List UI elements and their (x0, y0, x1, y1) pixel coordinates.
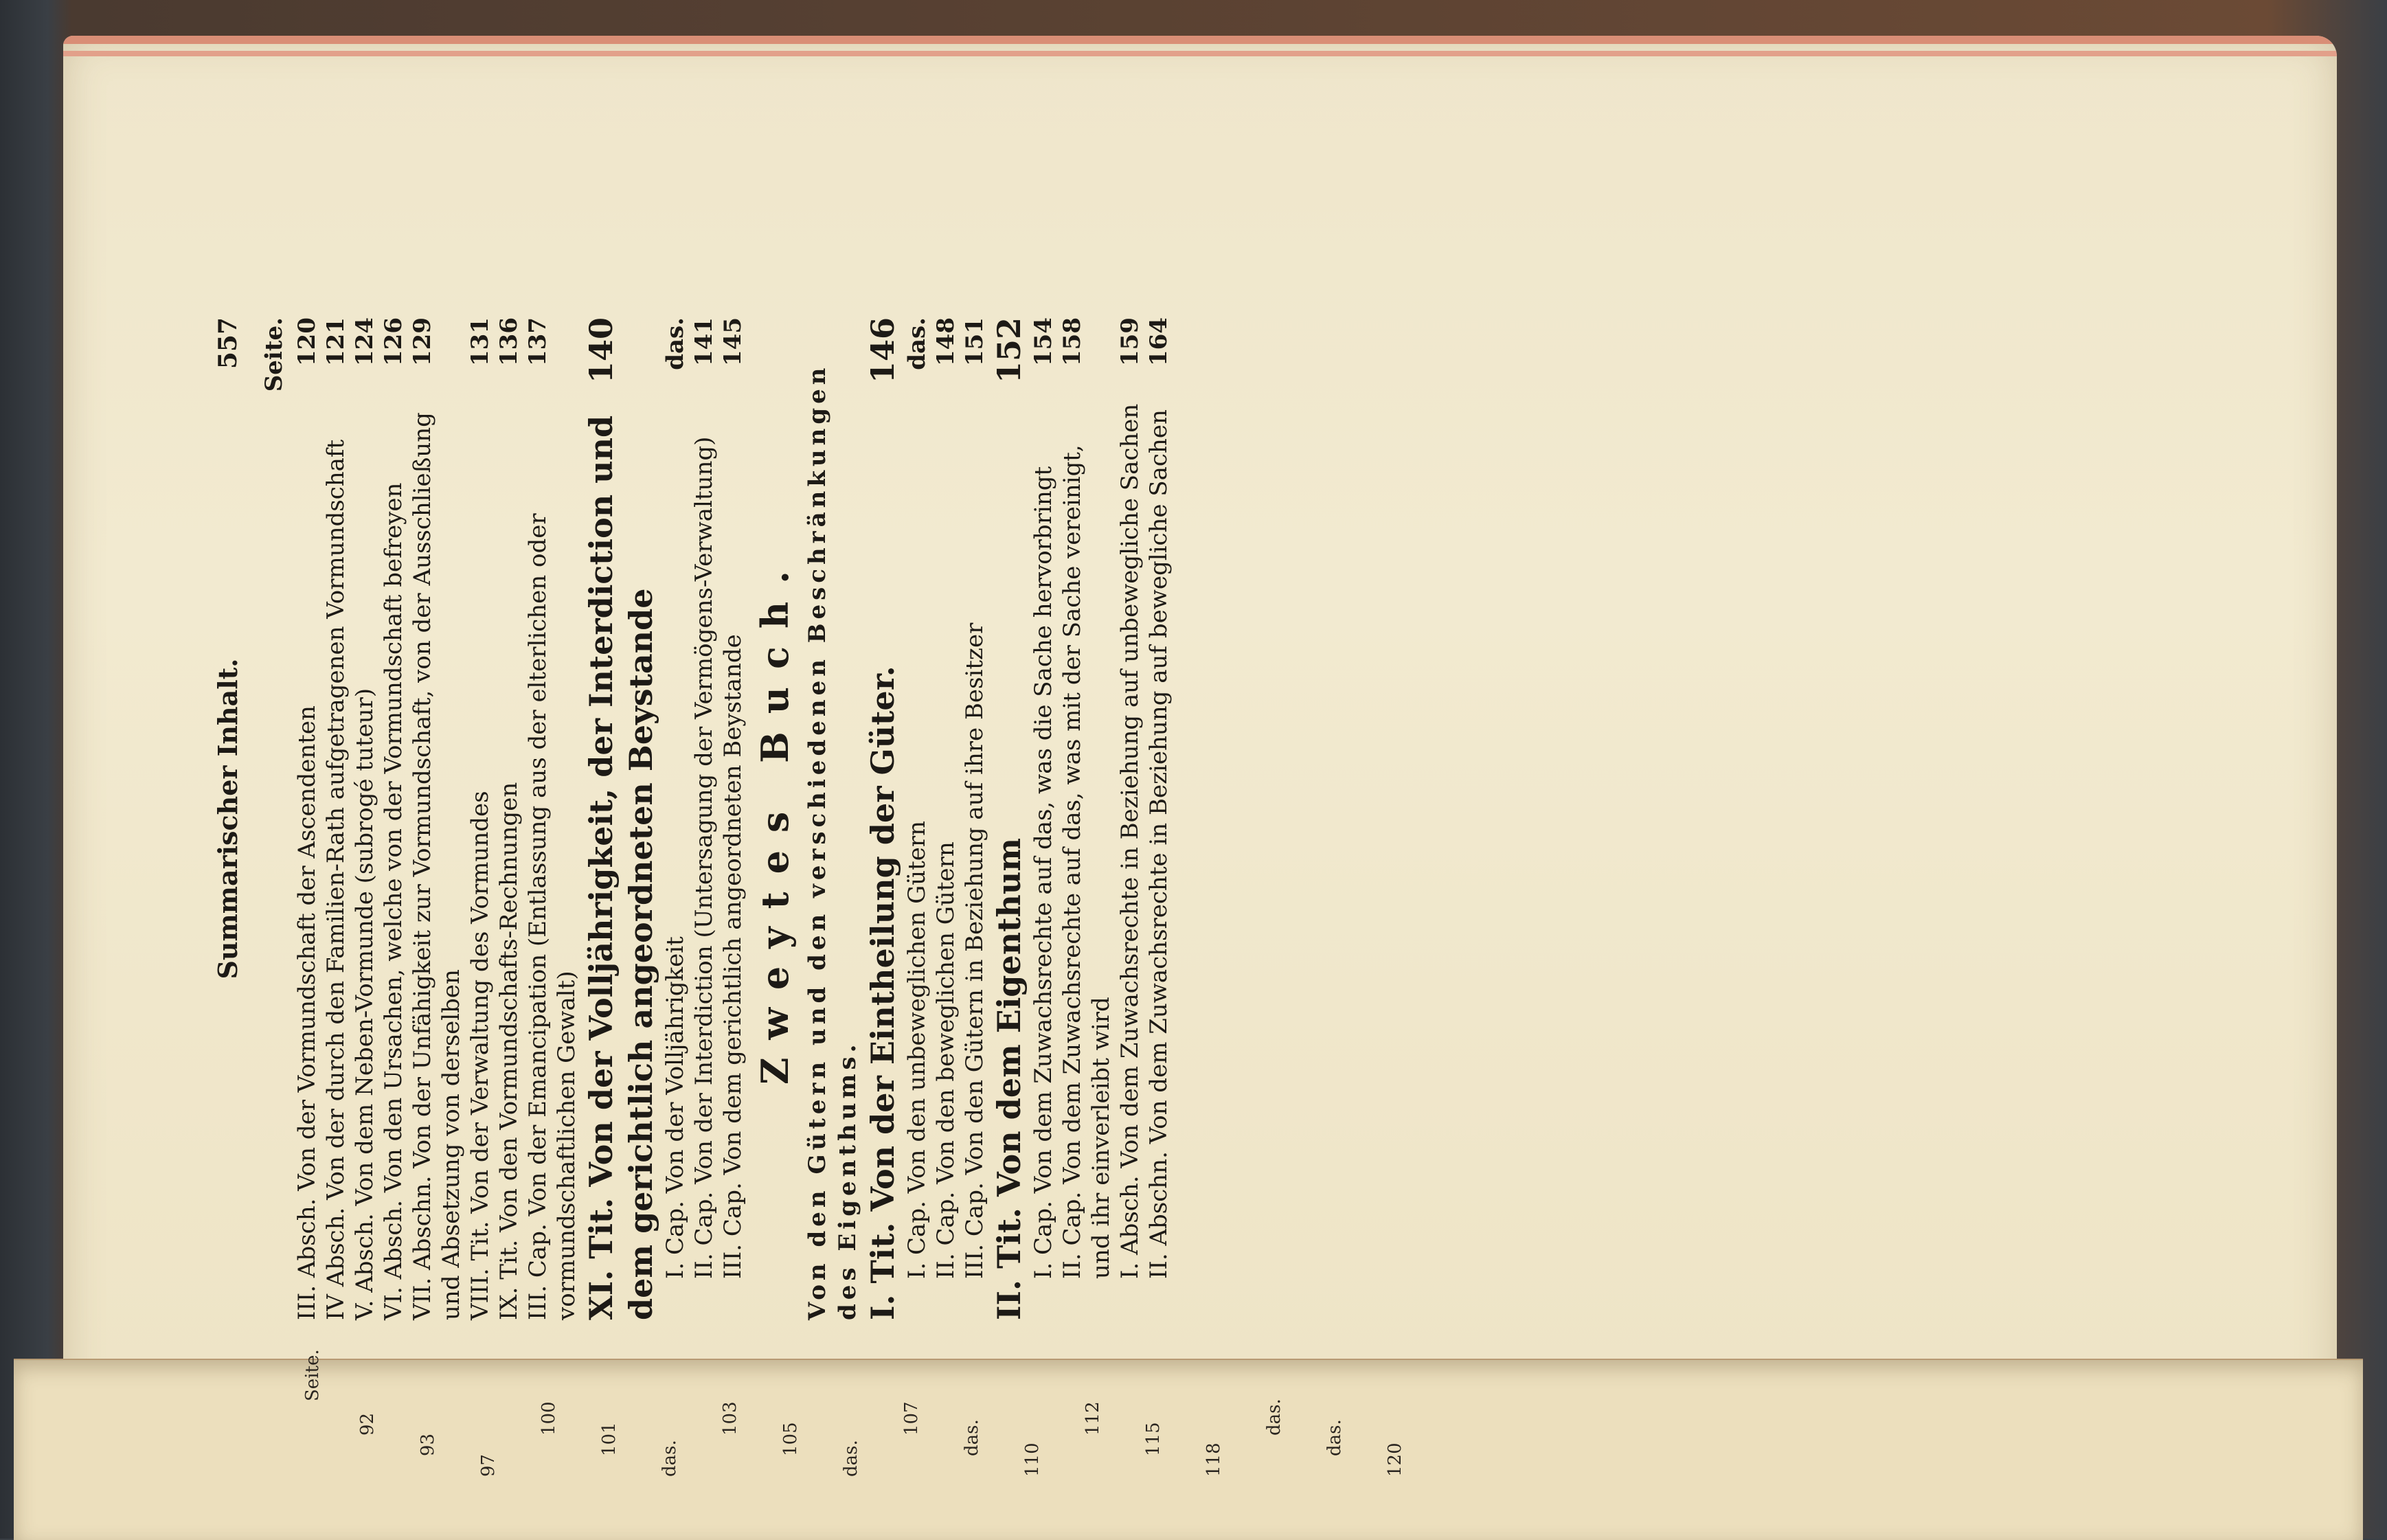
toc-entry (863, 310, 903, 1327)
previous-page-column-label: Seite. (302, 1349, 323, 1401)
toc-entry-page: 131 (466, 317, 494, 366)
toc-entry (408, 310, 466, 1327)
toc-entry-page: 146 (864, 317, 901, 384)
page-number: 557 (214, 317, 242, 370)
toc-entry-page: das. (661, 317, 689, 370)
toc-entry-page: 158 (1059, 317, 1086, 366)
toc-entry-text: II. Tit. Von dem Eigenthum (991, 838, 1028, 1320)
toc-entry-text: VII. Abschn. Von der Unfähigkeit zur Vormundschaft, von der Ausschließung und Absetzung von derselben (409, 405, 465, 1320)
toc-entry (903, 310, 931, 1327)
toc-entry-page: 129 (409, 317, 436, 366)
previous-page-number: 100 (539, 1401, 559, 1436)
toc-entry-text: II. Cap. Von der Interdiction (Untersagung der Vermögens-Verwaltung) (690, 436, 718, 1279)
toc-entry-text: IX. Tit. Von den Vormundschafts-Rechnungen (495, 782, 523, 1320)
toc-entry-page: 136 (495, 317, 523, 366)
book-page (63, 36, 2337, 1416)
toc-entry (379, 310, 408, 1327)
toc-entry (931, 310, 960, 1327)
toc-entry-text: VIII. Tit. Von der Verwaltung des Vormundes (466, 791, 494, 1320)
toc-entry-page: 151 (961, 317, 988, 366)
toc-entry (293, 310, 321, 1327)
table-of-contents (293, 310, 1173, 1327)
previous-page-number: das. (659, 1440, 680, 1477)
toc-entry-page: 148 (932, 317, 960, 366)
previous-page-number: das. (841, 1440, 861, 1477)
toc-entry-page: 141 (690, 317, 718, 366)
toc-entry (1058, 310, 1116, 1327)
toc-entry (321, 310, 350, 1327)
previous-page-number: 92 (357, 1412, 378, 1436)
toc-entry-page: 126 (380, 317, 407, 366)
toc-entry (581, 310, 661, 1327)
toc-entry (523, 310, 581, 1327)
rotated-text-block (201, 310, 1403, 1327)
toc-entry-text: IV Absch. Von der durch den Familien-Rath aufgetragenen Vormundschaft (322, 439, 350, 1320)
toc-entry-page: 120 (293, 317, 321, 366)
toc-entry (989, 310, 1029, 1327)
previous-page-number: 103 (720, 1401, 740, 1436)
previous-page-number: das. (1264, 1399, 1285, 1436)
toc-entry-page: 140 (582, 317, 620, 384)
toc-entry-page: 137 (524, 317, 552, 366)
previous-page-number: das. (962, 1419, 982, 1456)
toc-entry (1144, 310, 1173, 1327)
toc-entry (719, 310, 747, 1327)
toc-entry-text: I. Cap. Von den unbeweglichen Gütern (903, 820, 931, 1279)
toc-entry-page: 145 (719, 317, 747, 366)
previous-page-sliver (14, 1349, 2363, 1540)
toc-entry (350, 310, 379, 1327)
previous-page-number: 115 (1143, 1422, 1164, 1456)
toc-entry-text: III. Absch. Von der Vormundschaft der Ascendenten (293, 705, 321, 1320)
toc-entry-text: I. Cap. Von der Volljährigkeit (661, 936, 689, 1279)
previous-page-number: 105 (780, 1422, 801, 1456)
toc-entry (747, 310, 802, 1327)
toc-entry (960, 310, 989, 1327)
previous-page-number: 118 (1203, 1442, 1224, 1477)
page-edge-red (63, 36, 2337, 44)
toc-entry (1029, 310, 1058, 1327)
toc-entry (690, 310, 719, 1327)
toc-entry-text: Zweytes Buch. (753, 553, 797, 1085)
toc-entry-page: 159 (1116, 317, 1144, 366)
previous-page-number: 101 (599, 1422, 620, 1456)
toc-entry-text: II. Cap. Von den beweglichen Gütern (932, 841, 960, 1279)
toc-entry-page: 124 (351, 317, 378, 366)
toc-entry-text: I. Cap. Von dem Zuwachsrechte auf das, was die Sache hervorbringt (1030, 466, 1057, 1279)
toc-entry (802, 310, 863, 1327)
toc-entry (495, 310, 523, 1327)
toc-entry-text: Von den Gütern und den verschiedenen Beschränkungen des Eigenthums. (804, 351, 861, 1320)
toc-entry-text: III. Cap. Von der Emancipation (Entlassung aus der elterlichen oder vormundschaftlichen Gewalt) (524, 506, 580, 1320)
previous-page-number: 93 (418, 1433, 438, 1456)
toc-entry-text: XI. Tit. Von der Volljährigkeit, der Interdiction und dem gerichtlich angeordneten Beystande (582, 404, 659, 1320)
toc-entry (466, 310, 495, 1327)
toc-entry-text: III. Cap. Von dem gerichtlich angeordneten Beystande (719, 634, 747, 1279)
previous-page-number: das. (1324, 1419, 1345, 1456)
page-edge-red (63, 51, 2337, 56)
toc-entry-text: II. Cap. Von dem Zuwachsrechte auf das, was mit der Sache vereinigt, und ihr einverleibt wird (1059, 437, 1115, 1279)
toc-entry-text: V. Absch. Von dem Neben-Vormunde (subrogé tuteur) (351, 688, 378, 1320)
toc-entry-text: III. Cap. Von den Gütern in Beziehung auf ihre Besitzer (961, 622, 988, 1279)
running-head (201, 310, 256, 1327)
page-column-label: Seite. (260, 317, 288, 392)
toc-entry-page: 164 (1145, 317, 1173, 366)
toc-entry-page: 152 (991, 317, 1028, 384)
previous-page-number: 107 (901, 1401, 922, 1436)
toc-entry-text: I. Absch. Von dem Zuwachsrechte in Beziehung auf unbewegliche Sachen (1116, 403, 1144, 1279)
toc-entry-text: I. Tit. Von der Eintheilung der Güter. (864, 666, 901, 1320)
previous-page-number: 120 (1385, 1442, 1405, 1477)
running-head-title: Summarischer Inhalt. (212, 658, 243, 980)
toc-entry-text: II. Abschn. Von dem Zuwachsrechte in Beziehung auf bewegliche Sachen (1145, 409, 1173, 1279)
previous-page-number: 110 (1022, 1442, 1043, 1477)
toc-entry-page: das. (903, 317, 931, 370)
previous-page-number: 97 (478, 1453, 499, 1477)
toc-entry-page: 154 (1030, 317, 1057, 366)
toc-entry (661, 310, 690, 1327)
toc-entry (1116, 310, 1144, 1327)
toc-entry-text: VI. Absch. Von den Ursachen, welche von der Vormundschaft befreyen (380, 482, 407, 1320)
previous-page-number: 112 (1083, 1401, 1103, 1436)
toc-entry-page: 121 (322, 317, 350, 366)
